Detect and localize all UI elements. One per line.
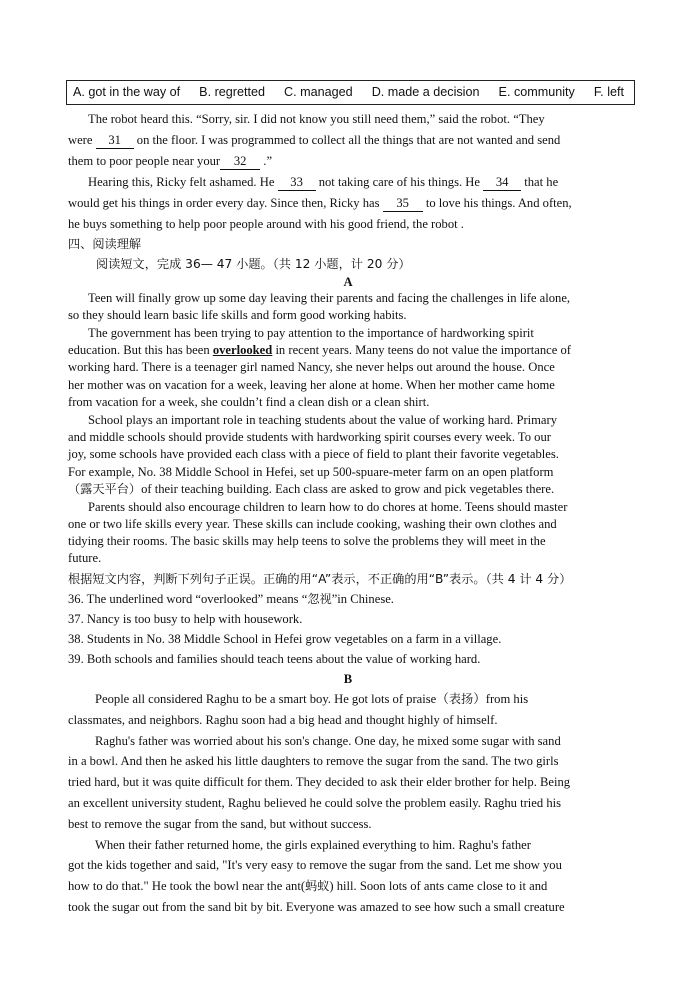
passage-a-p4-line1: Parents should also encourage children to learn how to do chores at home. Teens should master <box>88 500 568 514</box>
option-e: E. community <box>498 85 575 100</box>
judge-task-instructions: 根据短文内容，判断下列句子正误。正确的用“A”表示，不正确的用“B”表示。（共 4 计 4 分） <box>68 572 572 586</box>
passage-b-p3-line3: how to do that." He took the bowl near the ant(蚂蚁) hill. Soon lots of ants came close to it and <box>68 879 548 893</box>
passage-b-p3-line2: got the kids together and said, "It's very easy to remove the sugar from the sand. Let me show you <box>68 858 562 872</box>
option-c: C. managed <box>284 85 353 100</box>
passage-a-p2-line4: her mother was on vacation for a week, leaving her alone at home. When her mother came home <box>68 378 555 392</box>
blank-34[interactable]: 34 <box>483 175 521 191</box>
word-options-box <box>66 80 635 105</box>
question-36: 36. The underlined word “overlooked” means “忽视”in Chinese. <box>68 592 394 606</box>
passage-a-p2-line1: The government has been trying to pay attention to the importance of hardworking spirit <box>88 326 534 340</box>
passage-b-p3-line4: took the sugar out from the sand bit by bit. Everyone was amazed to see how such a small creature <box>68 900 565 914</box>
passage-a-p2-line5: from vacation for a week, she couldn’t find a clean dish or a clean shirt. <box>68 395 430 409</box>
passage-a-p3-line3: joy, some schools have provided each class with a piece of field to plant their favorite vegetables. <box>68 447 559 461</box>
blank-32[interactable]: 32 <box>220 154 260 170</box>
blank-33[interactable]: 33 <box>278 175 316 191</box>
underlined-word-overlooked: overlooked <box>212 343 273 357</box>
passage-a-p3-line5: （露天平台）of their teaching building. Each class are asked to grow and pick vegetables there. <box>68 482 555 496</box>
passage-a-p2-line2: education. But this has been overlooked in recent years. Many teens do not value the importance of <box>68 343 571 357</box>
passage-a-p4-line2: one or two life skills every year. These skills can include cooking, washing their own clothes and <box>68 517 557 531</box>
passage-a-label: A <box>343 275 353 289</box>
passage-b-p1-line1: People all considered Raghu to be a smart boy. He got lots of praise（表扬）from his <box>95 692 529 706</box>
blank-31[interactable]: 31 <box>96 133 134 149</box>
passage-a-p4-line4: future. <box>68 551 102 565</box>
cloze-line-1: The robot heard this. “Sorry, sir. I did not know you still need them,” said the robot. “They <box>88 112 545 126</box>
passage-b-p2-line5: best to remove the sugar from the sand, but without success. <box>68 817 372 831</box>
passage-a-p1-line2: so they should learn basic life skills and form good working habits. <box>68 308 407 322</box>
passage-a-p2-line3: working hard. There is a teenager girl named Nancy, she never helps out around the house. Once <box>68 360 555 374</box>
passage-b-p2-line1: Raghu's father was worried about his son's change. One day, he mixed some sugar with sand <box>95 734 561 748</box>
section-instructions: 阅读短文，完成 36— 47 小题。（共 12 小题，计 20 分） <box>96 257 411 271</box>
option-a: A. got in the way of <box>73 85 181 100</box>
passage-b-label: B <box>343 672 353 686</box>
option-f: F. left <box>593 85 624 100</box>
passage-b-p1-line2: classmates, and neighbors. Raghu soon had a big head and thought highly of himself. <box>68 713 498 727</box>
passage-a-p3-line4: For example, No. 38 Middle School in Hefei, set up 500-spuare-meter farm on an open platform <box>68 465 554 479</box>
passage-b-p2-line2: in a bowl. And then he asked his little daughters to remove the sugar from the sand. The two girls <box>68 754 559 768</box>
question-37: 37. Nancy is too busy to help with housework. <box>68 612 303 626</box>
section-heading: 四、阅读理解 <box>68 237 142 251</box>
question-39: 39. Both schools and families should teach teens about the value of working hard. <box>68 652 481 666</box>
passage-a-p4-line3: tidying their rooms. The basic skills may help teens to solve the problems they will meet in the <box>68 534 546 548</box>
option-b: B. regretted <box>199 85 265 100</box>
passage-a-p3-line2: and middle schools should provide students with hardworking spirit courses every week. To our <box>68 430 551 444</box>
blank-35[interactable]: 35 <box>383 196 423 212</box>
question-38: 38. Students in No. 38 Middle School in Hefei grow vegetables on a farm in a village. <box>68 632 502 646</box>
passage-b-p2-line3: tried hard, but it was quite difficult for them. They decided to ask their elder brother for help. Being <box>68 775 571 789</box>
cloze-line-3: them to poor people near your 32 .” <box>68 154 273 168</box>
passage-a-p1-line1: Teen will finally grow up some day leaving their parents and facing the challenges in life alone, <box>88 291 571 305</box>
cloze-line-4: Hearing this, Ricky felt ashamed. He 33 not taking care of his things. He 34 that he <box>88 175 559 189</box>
option-d: D. made a decision <box>371 85 480 100</box>
passage-b-p2-line4: an excellent university student, Raghu believed he could solve the problem easily. Raghu tried his <box>68 796 562 810</box>
passage-a-p3-line1: School plays an important role in teaching students about the value of working hard. Primary <box>88 413 558 427</box>
cloze-line-5: would get his things in order every day. Since then, Ricky has 35 to love his things. And often, <box>68 196 572 210</box>
cloze-line-6: he buys something to help poor people around with his good friend, the robot . <box>68 217 464 231</box>
cloze-line-2: were 31 on the floor. I was programmed to collect all the things that are not wanted and send <box>68 133 561 147</box>
passage-b-p3-line1: When their father returned home, the girls explained everything to him. Raghu's father <box>95 838 531 852</box>
